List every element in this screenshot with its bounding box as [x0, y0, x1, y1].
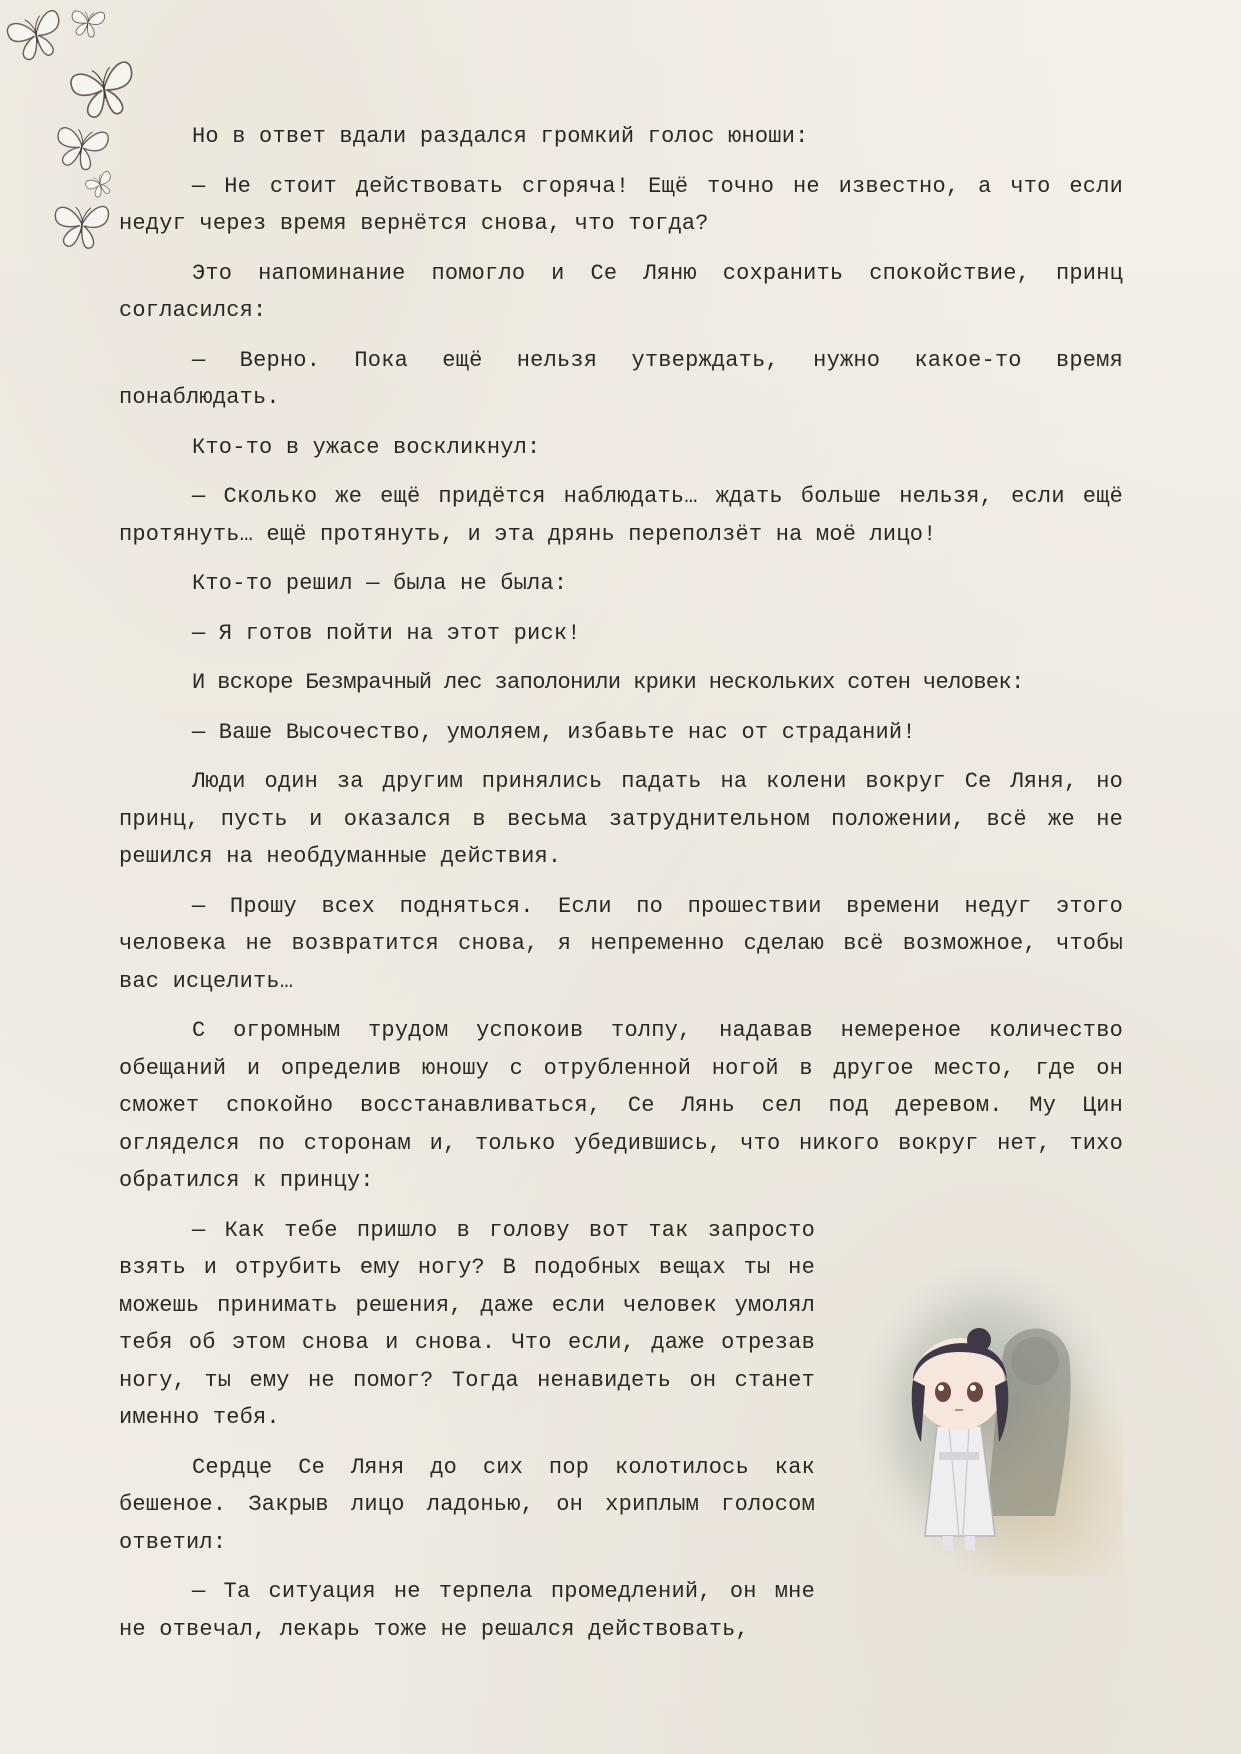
- butterfly-icon: [69, 7, 105, 39]
- paragraph: Но в ответ вдали раздался громкий голос юноши:: [192, 124, 809, 149]
- butterfly-icon: [52, 202, 109, 250]
- text-body: [119, 118, 1123, 1660]
- paragraph: — Ваше Высочество, умоляем, избавьте нас от страданий!: [192, 719, 916, 745]
- paragraph: — Прошу всех подняться. Если по прошествии времени недуг этого человека не возвратится снова, я непременно сделаю всё возможное, чтобы вас исцелить…: [119, 893, 1123, 994]
- paragraph: — Как тебе пришло в голову вот так запросто взять и отрубить ему ногу? В подобных вещах ты не можешь принимать решения, даже если человек умолял тебя об этом снова и снова. Что если, даже отрезав ногу, ты ему не помог? Тогда ненавидеть он станет именно тебя.: [119, 1217, 815, 1430]
- paragraph: Люди один за другим принялись падать на колени вокруг Се Ляня, но принц, пусть и оказался в весьма затруднительном положении, всё же не решился на необдуманные действия.: [119, 769, 1123, 869]
- paragraph: С огромным трудом успокоив толпу, надавав немереное количество обещаний и определив юношу с отрубленной ногой в другое место, где он сможет спокойно восстанавливаться, Се Лянь сел под деревом. Му Цин огляделся по сторонам и, только убедившись, что никого вокруг нет, тихо обратился к принцу:: [119, 1018, 1123, 1193]
- paragraph: И вскоре Безмрачный лес заполонили крики нескольких сотен человек:: [192, 670, 1024, 695]
- paragraph: — Верно. Пока ещё нельзя утверждать, нужно какое-то время понаблюдать.: [119, 347, 1123, 410]
- paragraph: — Та ситуация не терпела промедлений, он мне не отвечал, лекарь тоже не решался действовать,: [119, 1579, 815, 1642]
- paragraph: — Я готов пойти на этот риск!: [192, 620, 581, 646]
- paragraph: — Не стоит действовать сгоряча! Ещё точно не известно, а что если недуг через время вернётся снова, что тогда?: [119, 173, 1123, 236]
- butterfly-icon: [5, 10, 66, 63]
- paragraph: Это напоминание помогло и Се Ляню сохранить спокойствие, принц согласился:: [119, 260, 1123, 323]
- butterfly-icon: [84, 170, 116, 199]
- paragraph: Кто-то в ужасе воскликнул:: [192, 434, 541, 460]
- chibi-character-illustration: [855, 1256, 1123, 1576]
- paragraph: — Сколько же ещё придётся наблюдать… ждать больше нельзя, если ещё протянуть… ещё протянуть, и эта дрянь переползёт на моё лицо!: [119, 484, 1123, 547]
- butterfly-icon: [51, 122, 109, 174]
- paragraph: Кто-то решил — была не была:: [192, 571, 568, 596]
- butterfly-icon: [69, 61, 137, 119]
- paragraph: Сердце Се Ляня до сих пор колотилось как бешеное. Закрыв лицо ладонью, он хриплым голосом ответил:: [119, 1454, 815, 1555]
